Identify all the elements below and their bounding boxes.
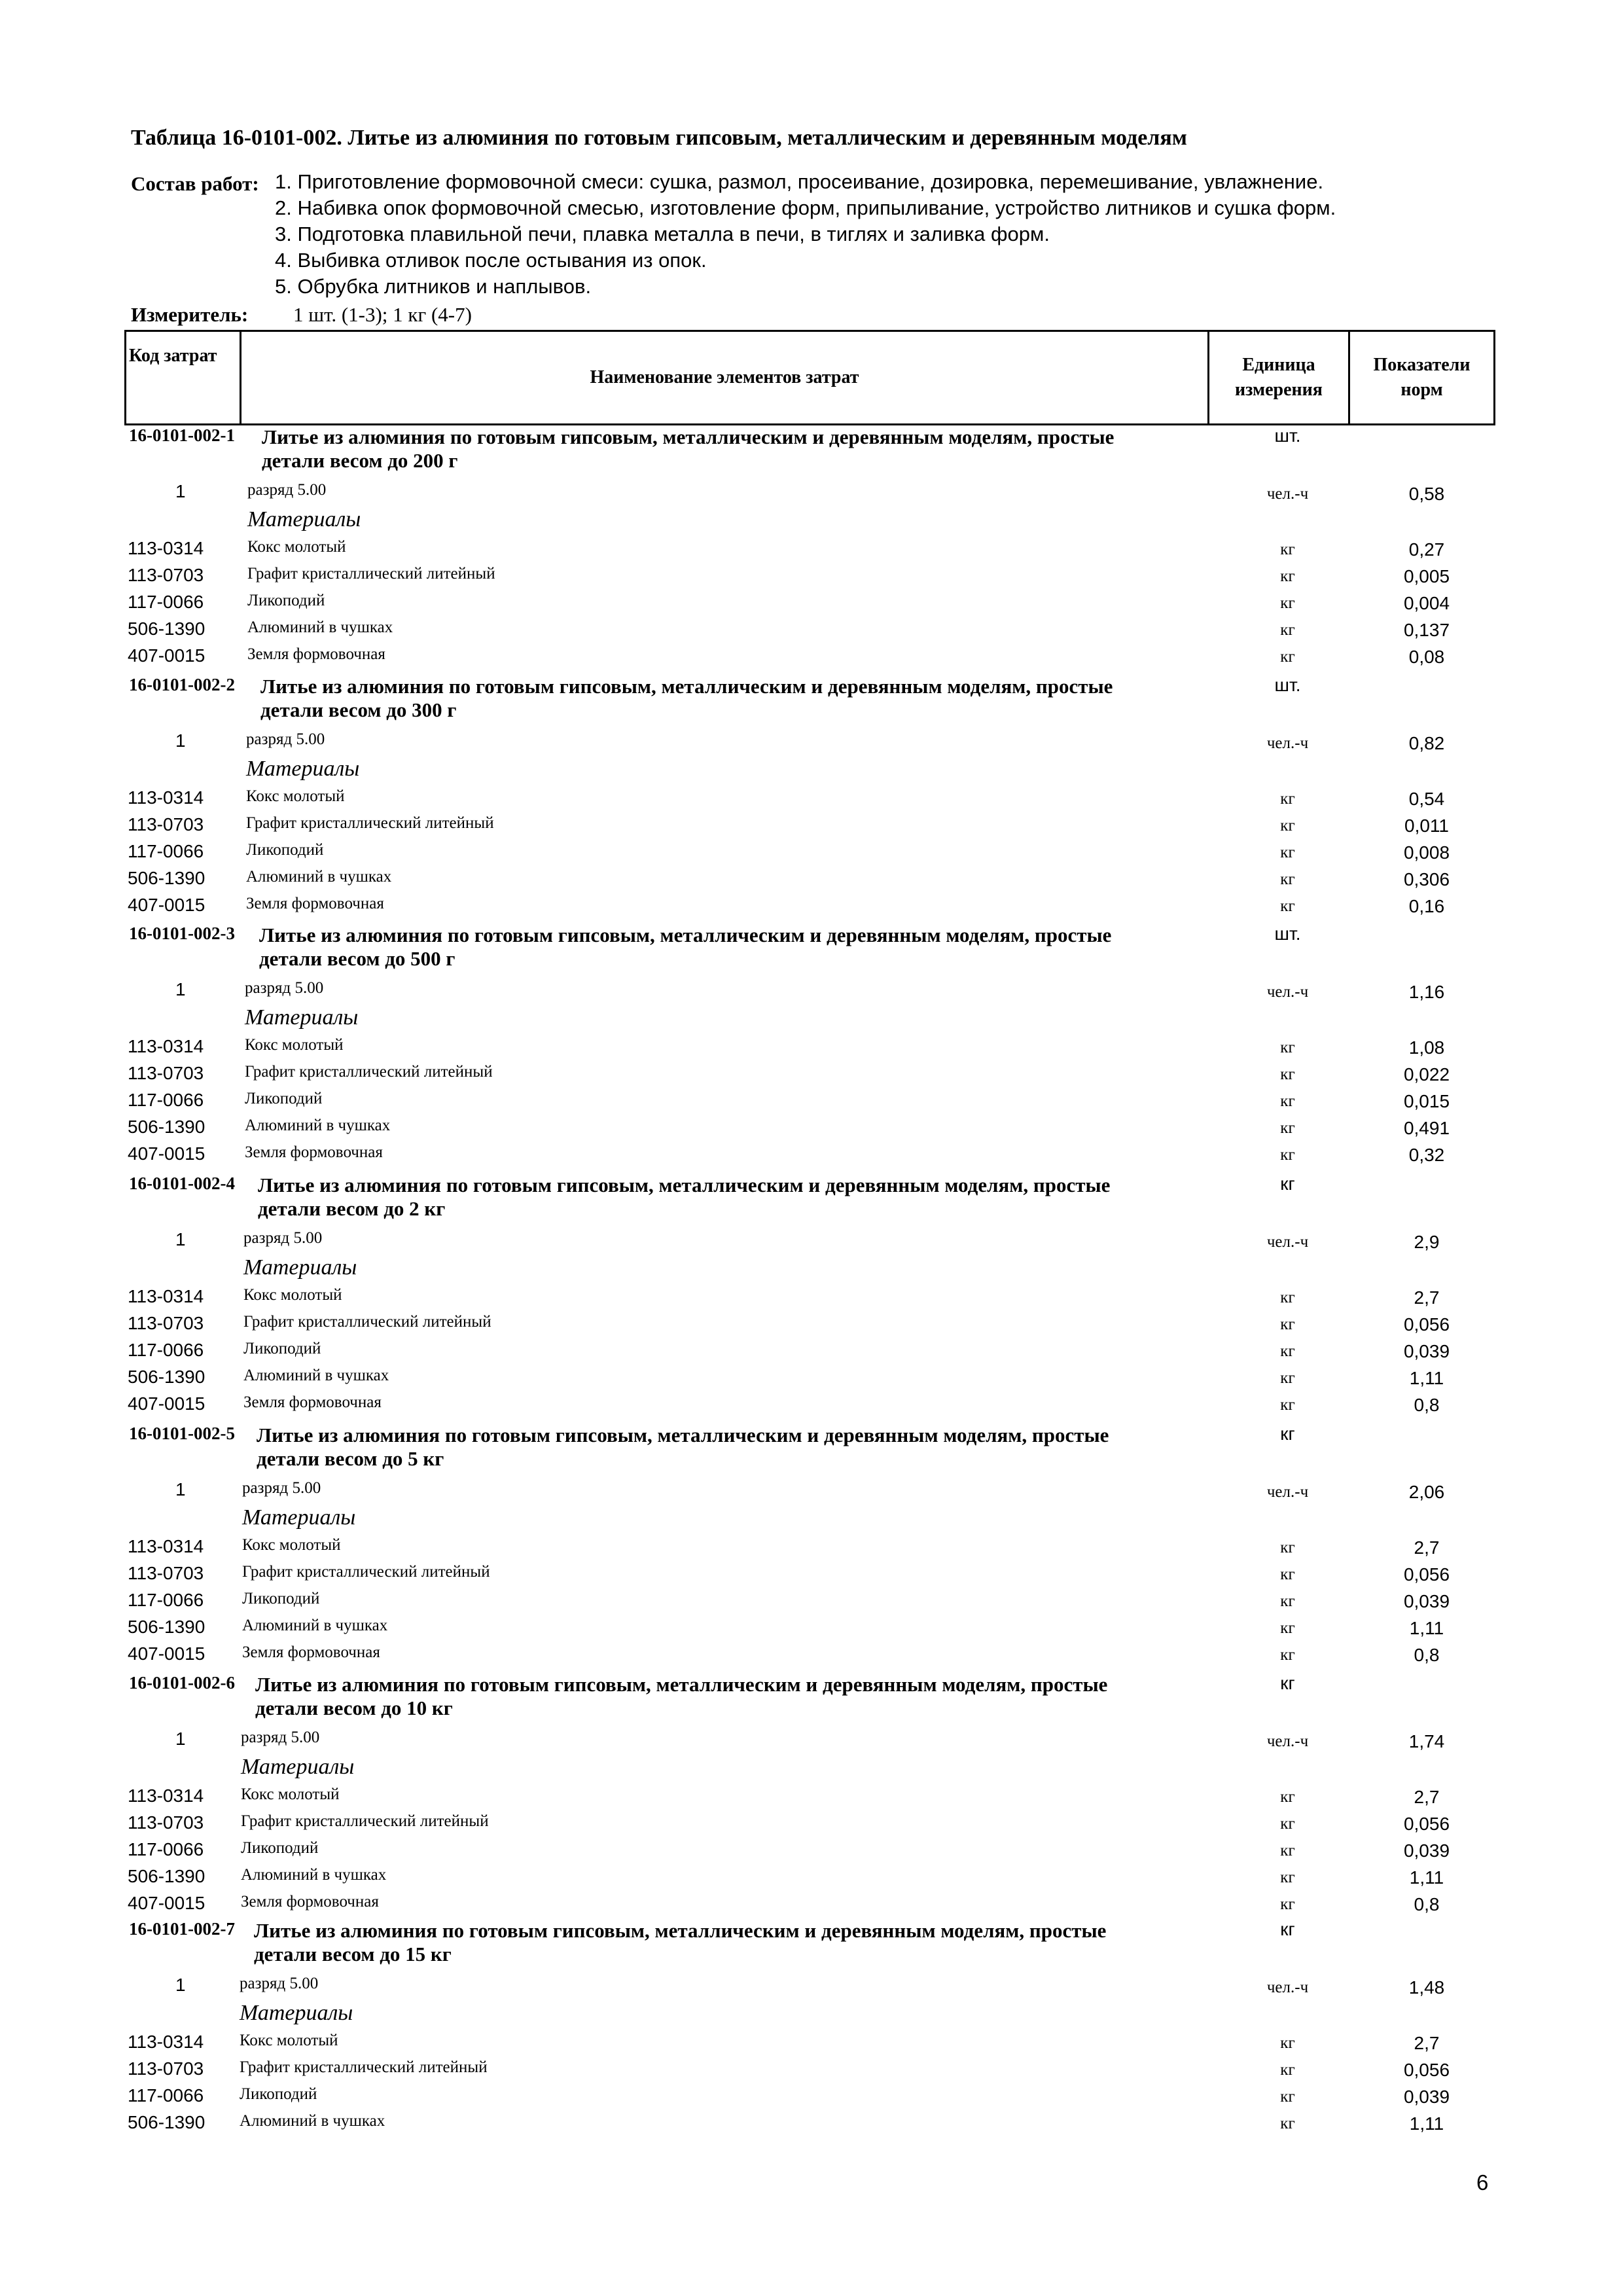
material-unit: кг	[1280, 790, 1295, 808]
section-title	[257, 1424, 1109, 1471]
material-unit: кг	[1280, 1119, 1295, 1137]
material-code: 113-0314	[128, 2032, 204, 2052]
material-name: Алюминий в чушках	[242, 1617, 388, 1634]
material-name: Алюминий в чушках	[243, 1367, 389, 1384]
labor-value: 1,74	[1408, 1731, 1445, 1751]
section-code: 16-0101-002-7	[129, 1919, 235, 1939]
section-code: 16-0101-002-1	[129, 425, 235, 445]
section-title-line: Литье из алюминия по готовым гипсовым, металлическим и деревянным моделям, простые	[257, 1424, 1109, 1446]
section-code: 16-0101-002-3	[129, 924, 235, 943]
section-title	[262, 425, 1114, 473]
labor-unit: чел.-ч	[1266, 734, 1309, 752]
work-step: 5. Обрубка литников и наплывов.	[275, 275, 592, 298]
header-code: Код затрат	[126, 331, 241, 425]
work-step: 3. Подготовка плавильной печи, плавка металла в печи, в тиглях и заливка форм.	[275, 223, 1050, 245]
labor-code: 1	[175, 730, 186, 751]
material-code: 117-0066	[128, 841, 204, 861]
labor-value: 1,16	[1408, 982, 1445, 1002]
labor-unit: чел.-ч	[1266, 1233, 1309, 1251]
section-title-line: детали весом до 15 кг	[254, 1943, 452, 1965]
material-code: 113-0314	[128, 1536, 204, 1556]
labor-value: 2,9	[1414, 1232, 1440, 1252]
material-code: 113-0314	[128, 538, 204, 558]
material-code: 113-0703	[128, 1063, 204, 1083]
material-name: Графит кристаллический литейный	[247, 565, 495, 583]
material-unit: кг	[1280, 1842, 1295, 1859]
material-value: 0,004	[1403, 593, 1450, 613]
material-value: 2,7	[1414, 1287, 1440, 1308]
material-code: 113-0703	[128, 1313, 204, 1333]
labor-code: 1	[175, 1729, 186, 1749]
labor-name: разряд 5.00	[247, 481, 327, 499]
material-value: 0,8	[1414, 1894, 1440, 1914]
work-step: 1. Приготовление формовочной смеси: сушка, размол, просеивание, дозировка, перемешивание, увлажнение.	[275, 170, 1324, 193]
material-value: 0,011	[1404, 816, 1449, 836]
section-unit: шт.	[1274, 425, 1301, 446]
material-unit: кг	[1280, 1869, 1295, 1886]
material-unit: кг	[1280, 2034, 1295, 2052]
materials-heading: Материалы	[246, 757, 360, 781]
material-name: Кокс молотый	[242, 1536, 341, 1554]
material-value: 0,056	[1403, 1814, 1450, 1834]
material-unit: кг	[1280, 844, 1295, 861]
material-unit: кг	[1280, 594, 1295, 612]
work-composition-label: Состав работ:	[131, 172, 259, 195]
material-unit: кг	[1280, 541, 1295, 558]
material-code: 117-0066	[128, 1340, 204, 1360]
material-name: Алюминий в чушках	[246, 868, 392, 886]
labor-value: 0,58	[1408, 484, 1445, 504]
material-name: Кокс молотый	[246, 787, 345, 805]
material-value: 1,11	[1409, 1618, 1444, 1638]
section-title-line: детали весом до 5 кг	[257, 1447, 444, 1470]
material-name: Кокс молотый	[241, 1785, 340, 1803]
material-unit: кг	[1280, 1066, 1295, 1083]
material-value: 2,7	[1414, 2033, 1440, 2053]
labor-unit: чел.-ч	[1266, 1979, 1309, 1996]
material-unit: кг	[1280, 897, 1295, 915]
materials-heading: Материалы	[241, 1755, 355, 1779]
materials-heading: Материалы	[240, 2001, 353, 2025]
material-name: Графит кристаллический литейный	[243, 1313, 491, 1331]
material-name: Земля формовочная	[242, 1643, 380, 1661]
material-unit: кг	[1280, 567, 1295, 585]
material-value: 1,11	[1409, 1368, 1444, 1388]
materials-heading: Материалы	[243, 1255, 357, 1280]
material-unit: кг	[1280, 1369, 1295, 1387]
material-code: 506-1390	[128, 1617, 205, 1637]
material-value: 0,039	[1403, 1591, 1450, 1611]
material-unit: кг	[1280, 1396, 1295, 1414]
material-unit: кг	[1280, 2061, 1295, 2079]
labor-name: разряд 5.00	[242, 1479, 321, 1497]
material-unit: кг	[1280, 1092, 1295, 1110]
section-code: 16-0101-002-6	[129, 1673, 235, 1693]
material-unit: кг	[1280, 1342, 1295, 1360]
material-unit: кг	[1280, 1788, 1295, 1806]
material-code: 113-0314	[128, 1036, 204, 1056]
material-unit: кг	[1280, 1316, 1295, 1333]
material-name: Кокс молотый	[247, 538, 346, 556]
material-name: Кокс молотый	[243, 1286, 342, 1304]
material-code: 506-1390	[128, 1117, 205, 1137]
section-title-line: детали весом до 10 кг	[255, 1696, 453, 1719]
section-unit: шт.	[1274, 924, 1301, 944]
material-name: Ликоподий	[246, 841, 324, 859]
material-code: 113-0314	[128, 1785, 204, 1806]
material-name: Графит кристаллический литейный	[242, 1563, 490, 1581]
material-name: Земля формовочная	[246, 895, 384, 912]
work-step: 2. Набивка опок формовочной смесью, изготовление форм, припыливание, устройство литников и сушка форм.	[275, 196, 1336, 219]
materials-heading: Материалы	[242, 1505, 356, 1530]
section-title-line: детали весом до 500 г	[259, 947, 455, 970]
material-value: 1,11	[1409, 2113, 1444, 2134]
material-unit: кг	[1280, 2088, 1295, 2106]
labor-code: 1	[175, 1479, 186, 1499]
section-title-line: детали весом до 2 кг	[258, 1197, 446, 1220]
work-composition-list	[275, 169, 1336, 300]
material-unit: кг	[1280, 870, 1295, 888]
section-unit: кг	[1280, 1673, 1295, 1693]
material-name: Графит кристаллический литейный	[241, 1812, 489, 1830]
material-name: Ликоподий	[241, 1839, 319, 1857]
section-title	[260, 675, 1113, 722]
material-unit: кг	[1280, 1039, 1295, 1056]
labor-code: 1	[175, 1229, 186, 1249]
material-value: 0,491	[1403, 1118, 1450, 1138]
material-name: Графит кристаллический литейный	[240, 2058, 488, 2076]
section-title	[254, 1919, 1106, 1966]
material-unit: кг	[1280, 648, 1295, 666]
material-value: 1,08	[1408, 1037, 1445, 1058]
material-unit: кг	[1280, 1895, 1295, 1913]
material-name: Кокс молотый	[245, 1036, 344, 1054]
material-value: 0,54	[1408, 789, 1445, 809]
material-value: 0,306	[1403, 869, 1450, 889]
labor-code: 1	[175, 1975, 186, 1995]
material-code: 506-1390	[128, 619, 205, 639]
material-value: 0,056	[1403, 2060, 1450, 2080]
material-value: 0,005	[1403, 566, 1450, 586]
material-code: 407-0015	[128, 1643, 205, 1664]
page-number: 6	[1476, 2170, 1489, 2195]
section-code: 16-0101-002-5	[129, 1424, 235, 1443]
section-unit: кг	[1280, 1424, 1295, 1444]
material-unit: кг	[1280, 1815, 1295, 1833]
material-code: 407-0015	[128, 1143, 205, 1164]
material-name: Земля формовочная	[247, 645, 385, 663]
section-title	[255, 1673, 1107, 1720]
page-title: Таблица 16-0101-002. Литье из алюминия по готовым гипсовым, металлическим и деревянным моделям	[131, 126, 1187, 150]
material-code: 506-1390	[128, 1866, 205, 1886]
material-name: Ликоподий	[243, 1340, 321, 1357]
section-unit: кг	[1280, 1919, 1295, 1939]
material-value: 0,039	[1403, 1840, 1450, 1861]
section-unit: шт.	[1274, 675, 1301, 695]
material-value: 0,015	[1403, 1091, 1450, 1111]
section-title-line: детали весом до 300 г	[260, 698, 457, 721]
material-value: 0,08	[1408, 647, 1445, 667]
material-code: 506-1390	[128, 868, 205, 888]
material-code: 407-0015	[128, 895, 205, 915]
material-name: Земля формовочная	[241, 1893, 379, 1910]
material-value: 0,32	[1408, 1145, 1445, 1165]
material-name: Ликоподий	[240, 2085, 317, 2103]
material-code: 407-0015	[128, 1393, 205, 1414]
material-name: Земля формовочная	[245, 1143, 383, 1161]
labor-code: 1	[175, 979, 186, 999]
labor-name: разряд 5.00	[240, 1975, 319, 1992]
labor-name: разряд 5.00	[245, 979, 324, 997]
material-code: 113-0703	[128, 1563, 204, 1583]
material-name: Алюминий в чушках	[245, 1117, 391, 1134]
material-code: 117-0066	[128, 2085, 204, 2106]
section-title-line: Литье из алюминия по готовым гипсовым, металлическим и деревянным моделям, простые	[259, 924, 1112, 946]
section-title	[258, 1174, 1110, 1221]
material-code: 113-0703	[128, 2058, 204, 2079]
material-code: 113-0703	[128, 1812, 204, 1833]
material-code: 117-0066	[128, 592, 204, 612]
material-value: 0,008	[1403, 842, 1450, 863]
labor-value: 2,06	[1408, 1482, 1445, 1502]
material-unit: кг	[1280, 1146, 1295, 1164]
material-unit: кг	[1280, 621, 1295, 639]
section-title-line: Литье из алюминия по готовым гипсовым, металлическим и деревянным моделям, простые	[260, 675, 1113, 698]
material-unit: кг	[1280, 1619, 1295, 1637]
material-unit: кг	[1280, 1646, 1295, 1664]
materials-heading: Материалы	[245, 1005, 359, 1030]
material-value: 0,056	[1403, 1564, 1450, 1585]
labor-unit: чел.-ч	[1266, 983, 1309, 1001]
material-code: 113-0703	[128, 565, 204, 585]
material-name: Алюминий в чушках	[247, 619, 393, 636]
material-value: 0,16	[1408, 896, 1445, 916]
material-name: Графит кристаллический литейный	[245, 1063, 493, 1081]
material-code: 506-1390	[128, 1367, 205, 1387]
material-value: 0,039	[1403, 1341, 1450, 1361]
section-unit: кг	[1280, 1174, 1295, 1194]
material-code: 506-1390	[128, 2112, 205, 2132]
material-name: Алюминий в чушках	[240, 2112, 385, 2130]
table-header	[124, 330, 1495, 425]
labor-value: 0,82	[1408, 733, 1445, 753]
material-code: 407-0015	[128, 645, 205, 666]
section-title-line: детали весом до 200 г	[262, 449, 458, 472]
material-name: Земля формовочная	[243, 1393, 382, 1411]
material-code: 113-0314	[128, 787, 204, 808]
measurement-label: Измеритель:	[131, 303, 249, 326]
header-name: Наименование элементов затрат	[241, 331, 1209, 425]
labor-name: разряд 5.00	[241, 1729, 320, 1746]
materials-heading: Материалы	[247, 507, 361, 531]
labor-name: разряд 5.00	[246, 730, 325, 748]
material-value: 1,11	[1409, 1867, 1444, 1888]
material-name: Кокс молотый	[240, 2032, 338, 2049]
material-value: 0,137	[1403, 620, 1450, 640]
material-value: 0,022	[1403, 1064, 1450, 1085]
material-unit: кг	[1280, 2115, 1295, 2132]
material-value: 2,7	[1414, 1787, 1440, 1807]
labor-value: 1,48	[1408, 1977, 1445, 1998]
material-code: 117-0066	[128, 1839, 204, 1859]
labor-name: разряд 5.00	[243, 1229, 323, 1247]
material-name: Графит кристаллический литейный	[246, 814, 494, 832]
material-name: Ликоподий	[242, 1590, 320, 1607]
measurement-value: 1 шт. (1-3); 1 кг (4-7)	[293, 303, 472, 326]
labor-unit: чел.-ч	[1266, 1483, 1309, 1501]
labor-unit: чел.-ч	[1266, 1732, 1309, 1750]
material-unit: кг	[1280, 817, 1295, 834]
material-name: Ликоподий	[245, 1090, 323, 1107]
material-code: 113-0703	[128, 814, 204, 834]
material-name: Алюминий в чушках	[241, 1866, 387, 1884]
section-code: 16-0101-002-2	[129, 675, 235, 694]
labor-code: 1	[175, 481, 186, 501]
material-value: 0,27	[1408, 539, 1445, 560]
section-title-line: Литье из алюминия по готовым гипсовым, металлическим и деревянным моделям, простые	[254, 1919, 1107, 1942]
work-step: 4. Выбивка отливок после остывания из опок.	[275, 249, 707, 272]
material-code: 117-0066	[128, 1090, 204, 1110]
material-unit: кг	[1280, 1566, 1295, 1583]
section-title-line: Литье из алюминия по готовым гипсовым, металлическим и деревянным моделям, простые	[255, 1673, 1108, 1696]
section-code: 16-0101-002-4	[129, 1174, 235, 1193]
material-value: 2,7	[1414, 1537, 1440, 1558]
material-unit: кг	[1280, 1539, 1295, 1556]
section-title-line: Литье из алюминия по готовым гипсовым, металлическим и деревянным моделям, простые	[258, 1174, 1111, 1196]
header-unit: Единица измерения	[1209, 331, 1349, 425]
material-value: 0,8	[1414, 1395, 1440, 1415]
material-name: Ликоподий	[247, 592, 325, 609]
labor-unit: чел.-ч	[1266, 485, 1309, 503]
material-code: 407-0015	[128, 1893, 205, 1913]
material-value: 0,8	[1414, 1645, 1440, 1665]
material-code: 113-0314	[128, 1286, 204, 1306]
material-code: 117-0066	[128, 1590, 204, 1610]
material-unit: кг	[1280, 1592, 1295, 1610]
material-value: 0,039	[1403, 2087, 1450, 2107]
material-unit: кг	[1280, 1289, 1295, 1306]
section-title-line: Литье из алюминия по готовым гипсовым, металлическим и деревянным моделям, простые	[262, 425, 1115, 448]
material-value: 0,056	[1403, 1314, 1450, 1335]
header-value: Показатели норм	[1349, 331, 1495, 425]
section-title	[259, 924, 1111, 971]
